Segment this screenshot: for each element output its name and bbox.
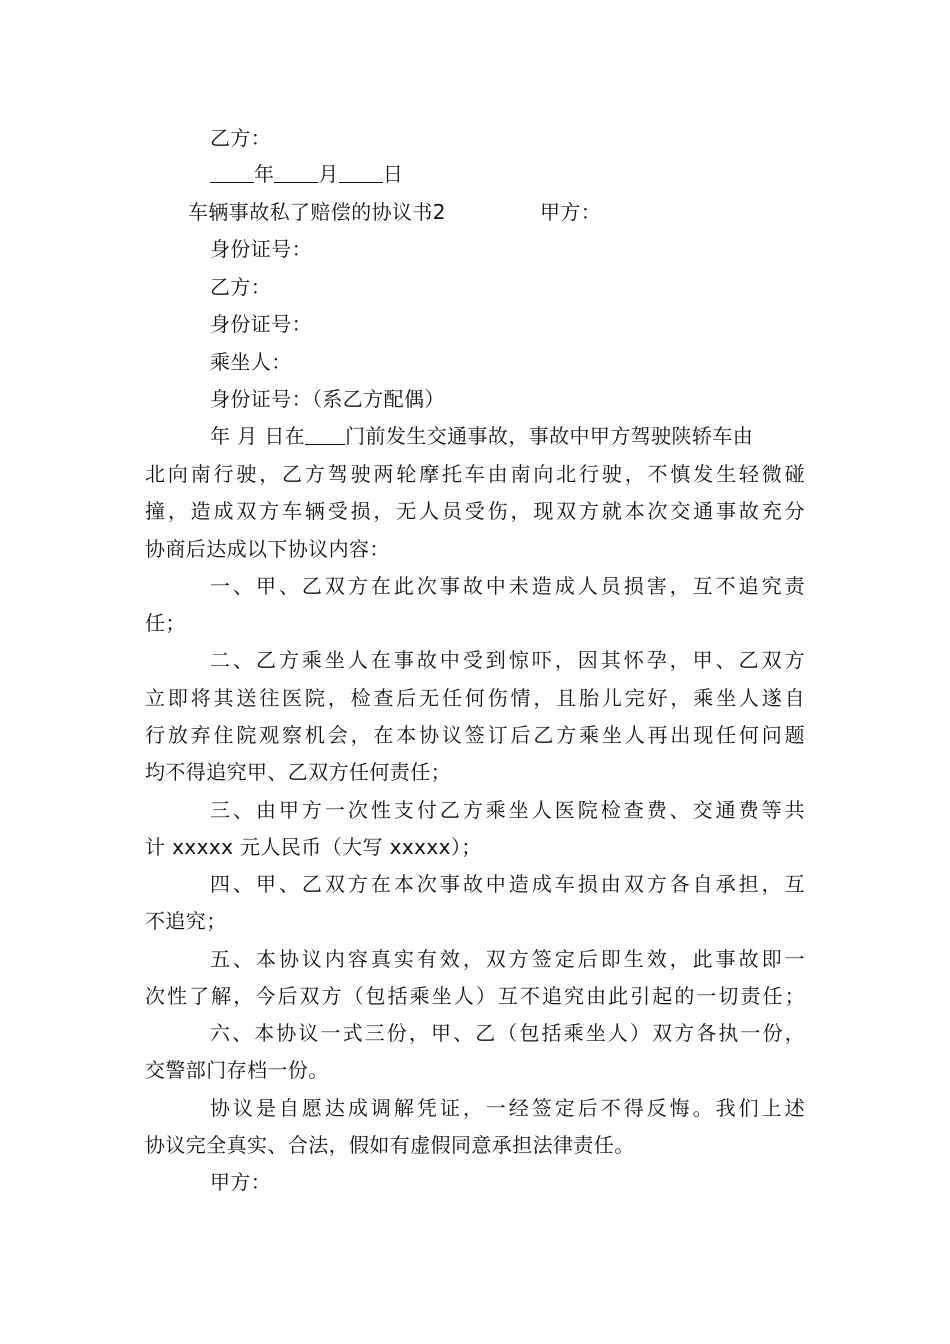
accident-paragraph-line-4: 协商后达成以下协议内容： <box>145 537 390 561</box>
clause-3-line-1: 三、由甲方一次性支付乙方乘坐人医院检查费、交通费等共 <box>210 798 805 822</box>
clause-6-line-1: 六、本协议一式三份，甲、乙（包括乘坐人）双方各执一份， <box>210 1021 805 1045</box>
party-b-label-2: 乙方： <box>210 275 272 299</box>
clause-1-line-2: 任； <box>145 611 186 635</box>
clause-4-line-2: 不追究； <box>145 909 227 933</box>
clause-1-line-1: 一、甲、乙双方在此次事故中未造成人员损害，互不追究责 <box>210 574 805 598</box>
id-number-label-b: 身份证号： <box>210 312 312 336</box>
day-blank <box>339 164 383 183</box>
clause-2-line-3: 行放弃住院观察机会，在本协议签订后乙方乘坐人再出现任何问题 <box>145 723 805 747</box>
clause-2-line-2: 立即将其送往医院，检查后无任何伤情，且胎儿完好，乘坐人遂自 <box>145 686 805 710</box>
party-a-signature-label: 甲方： <box>210 1170 272 1194</box>
id-number-label-passenger: 身份证号：（系乙方配偶） <box>210 387 445 411</box>
month-label: 月 <box>318 162 339 186</box>
party-b-label: 乙方： <box>210 126 272 150</box>
accident-paragraph-line-3: 撞，造成双方车辆受损，无人员受伤，现双方就本次交通事故充分 <box>145 499 805 523</box>
clause-3-line-2: 计 xxxxx 元人民币（大写 xxxxx）； <box>145 835 482 859</box>
clause-2-line-1: 二、乙方乘坐人在事故中受到惊吓，因其怀孕，甲、乙双方 <box>210 648 805 672</box>
date-line <box>210 160 403 188</box>
clause-2-line-4: 均不得追究甲、乙双方任何责任； <box>145 760 451 784</box>
year-label: 年 <box>254 162 275 186</box>
clause-5-line-1: 五、本协议内容真实有效，双方签定后即生效，此事故即一 <box>210 947 805 971</box>
party-a-label-top: 甲方： <box>540 200 602 224</box>
clause-6-line-2: 交警部门存档一份。 <box>145 1058 329 1082</box>
month-blank <box>274 164 318 183</box>
accident-paragraph-line-2: 北向南行驶，乙方驾驶两轮摩托车由南向北行驶，不慎发生轻微碰 <box>145 462 805 486</box>
location-blank <box>305 426 345 445</box>
declaration-line-2: 协议完全真实、合法，假如有虚假同意承担法律责任。 <box>145 1133 635 1157</box>
year-blank <box>210 164 254 183</box>
accident-location-text: 门前发生交通事故，事故中甲方驾驶陕轿车由 <box>345 424 754 448</box>
document-title: 车辆事故私了赔偿的协议书2 <box>188 200 446 224</box>
clause-4-line-1: 四、甲、乙双方在本次事故中造成车损由双方各自承担，互 <box>210 872 805 896</box>
declaration-line-1: 协议是自愿达成调解凭证，一经签定后不得反悔。我们上述 <box>210 1096 805 1120</box>
accident-paragraph-line-1 <box>210 422 753 450</box>
day-label: 日 <box>382 162 404 186</box>
passenger-label: 乘坐人： <box>210 350 292 374</box>
clause-5-line-2: 次性了解，今后双方（包括乘坐人）互不追究由此引起的一切责任； <box>145 984 805 1008</box>
accident-date-text: 年 月 日在 <box>210 424 306 448</box>
id-number-label-a: 身份证号： <box>210 237 312 261</box>
